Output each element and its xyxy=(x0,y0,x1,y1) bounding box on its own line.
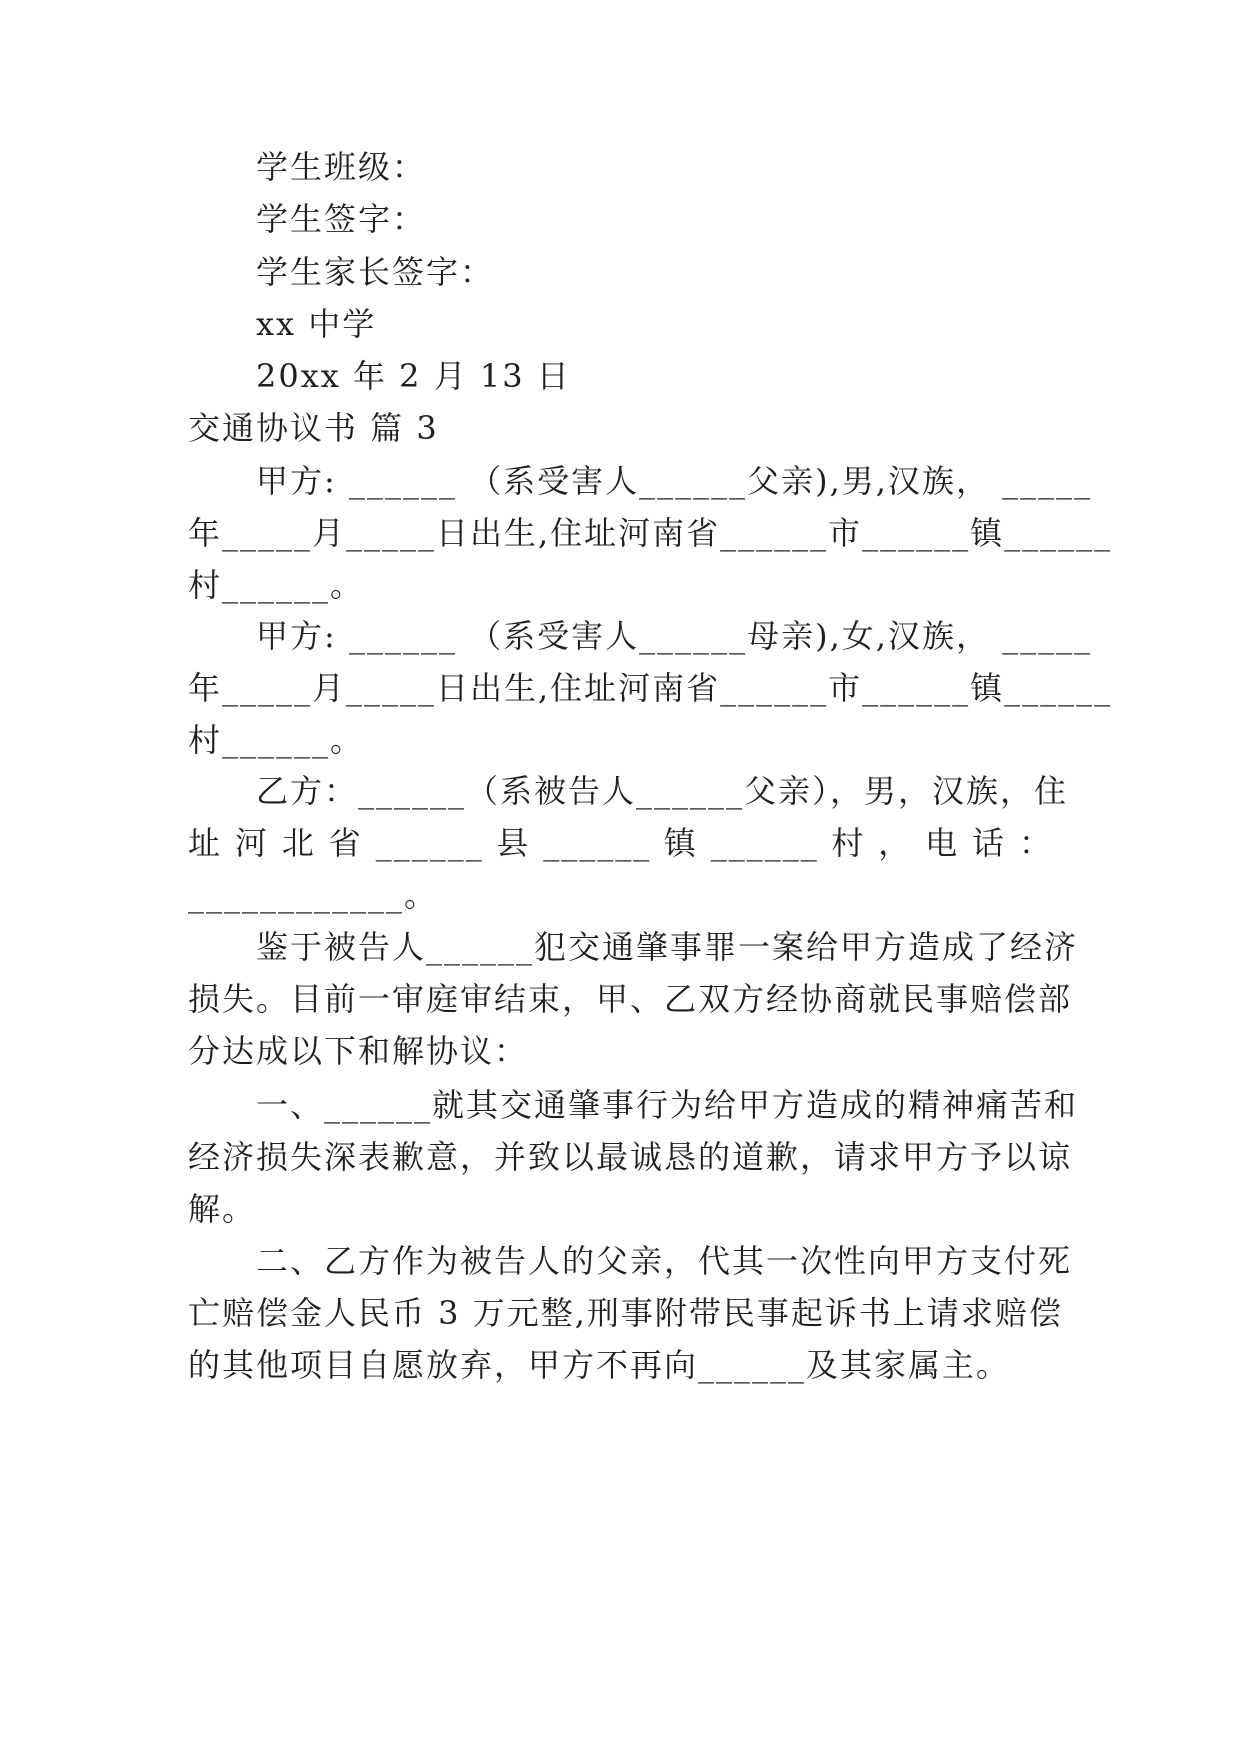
clause-one-line-1: 一、______就其交通肇事行为给甲方造成的精神痛苦和 xyxy=(256,1086,1079,1124)
party-a-mother-line-1: 甲方: ______ （系受害人______母亲),女,汉族， _____ xyxy=(256,617,1093,655)
preamble-paragraph xyxy=(188,927,1079,1077)
student-class-field: 学生班级： xyxy=(256,148,427,186)
party-b-line-1: 乙方：______（系被告人______父亲），男，汉族，住 xyxy=(256,772,1069,810)
student-signature-field: 学生签字： xyxy=(256,200,427,238)
preamble-line-1: 鉴于被告人______犯交通肇事罪一案给甲方造成了经济 xyxy=(256,928,1079,966)
clause-two-line-2: 亡赔偿金人民币 3 万元整,刑事附带民事起诉书上请求赔偿 xyxy=(188,1294,1063,1332)
preamble-line-3: 分达成以下和解协议： xyxy=(188,1032,529,1070)
party-b-line-2: 址 河 北 省 ______ 县 ______ 镇 ______ 村 ， 电 话 ： xyxy=(188,824,1053,862)
party-a-mother-line-3: 村______。 xyxy=(188,721,365,759)
party-b-paragraph xyxy=(188,771,1069,921)
party-a-father-line-2: 年_____月_____日出生,住址河南省______市______镇______ xyxy=(188,514,1113,552)
parent-signature-field: 学生家长签字： xyxy=(256,253,495,291)
preamble-line-2: 损失。目前一审庭审结束，甲、乙双方经协商就民事赔偿部 xyxy=(188,980,1073,1018)
clause-two-line-1: 二、乙方作为被告人的父亲，代其一次性向甲方支付死 xyxy=(256,1242,1073,1280)
party-a-mother-line-2: 年_____月_____日出生,住址河南省______市______镇______ xyxy=(188,669,1113,707)
school-name: xx 中学 xyxy=(256,305,377,343)
section-heading: 交通协议书 篇 3 xyxy=(188,409,439,447)
party-a-father-paragraph xyxy=(188,461,1113,611)
party-a-mother-paragraph xyxy=(188,616,1113,766)
document-date: 20xx 年 2 月 13 日 xyxy=(256,357,571,395)
clause-one-line-3: 解。 xyxy=(188,1190,257,1228)
party-a-father-line-3: 村______。 xyxy=(188,566,365,604)
clause-two-paragraph xyxy=(188,1241,1073,1391)
clause-two-line-3: 的其他项目自愿放弃，甲方不再向______及其家属主。 xyxy=(188,1346,1011,1384)
clause-one-line-2: 经济损失深表歉意，并致以最诚恳的道歉，请求甲方予以谅 xyxy=(188,1138,1073,1176)
party-a-father-line-1: 甲方: ______ （系受害人______父亲),男,汉族， _____ xyxy=(256,462,1093,500)
party-b-line-3: ____________。 xyxy=(188,876,439,914)
clause-one-paragraph xyxy=(188,1085,1079,1235)
